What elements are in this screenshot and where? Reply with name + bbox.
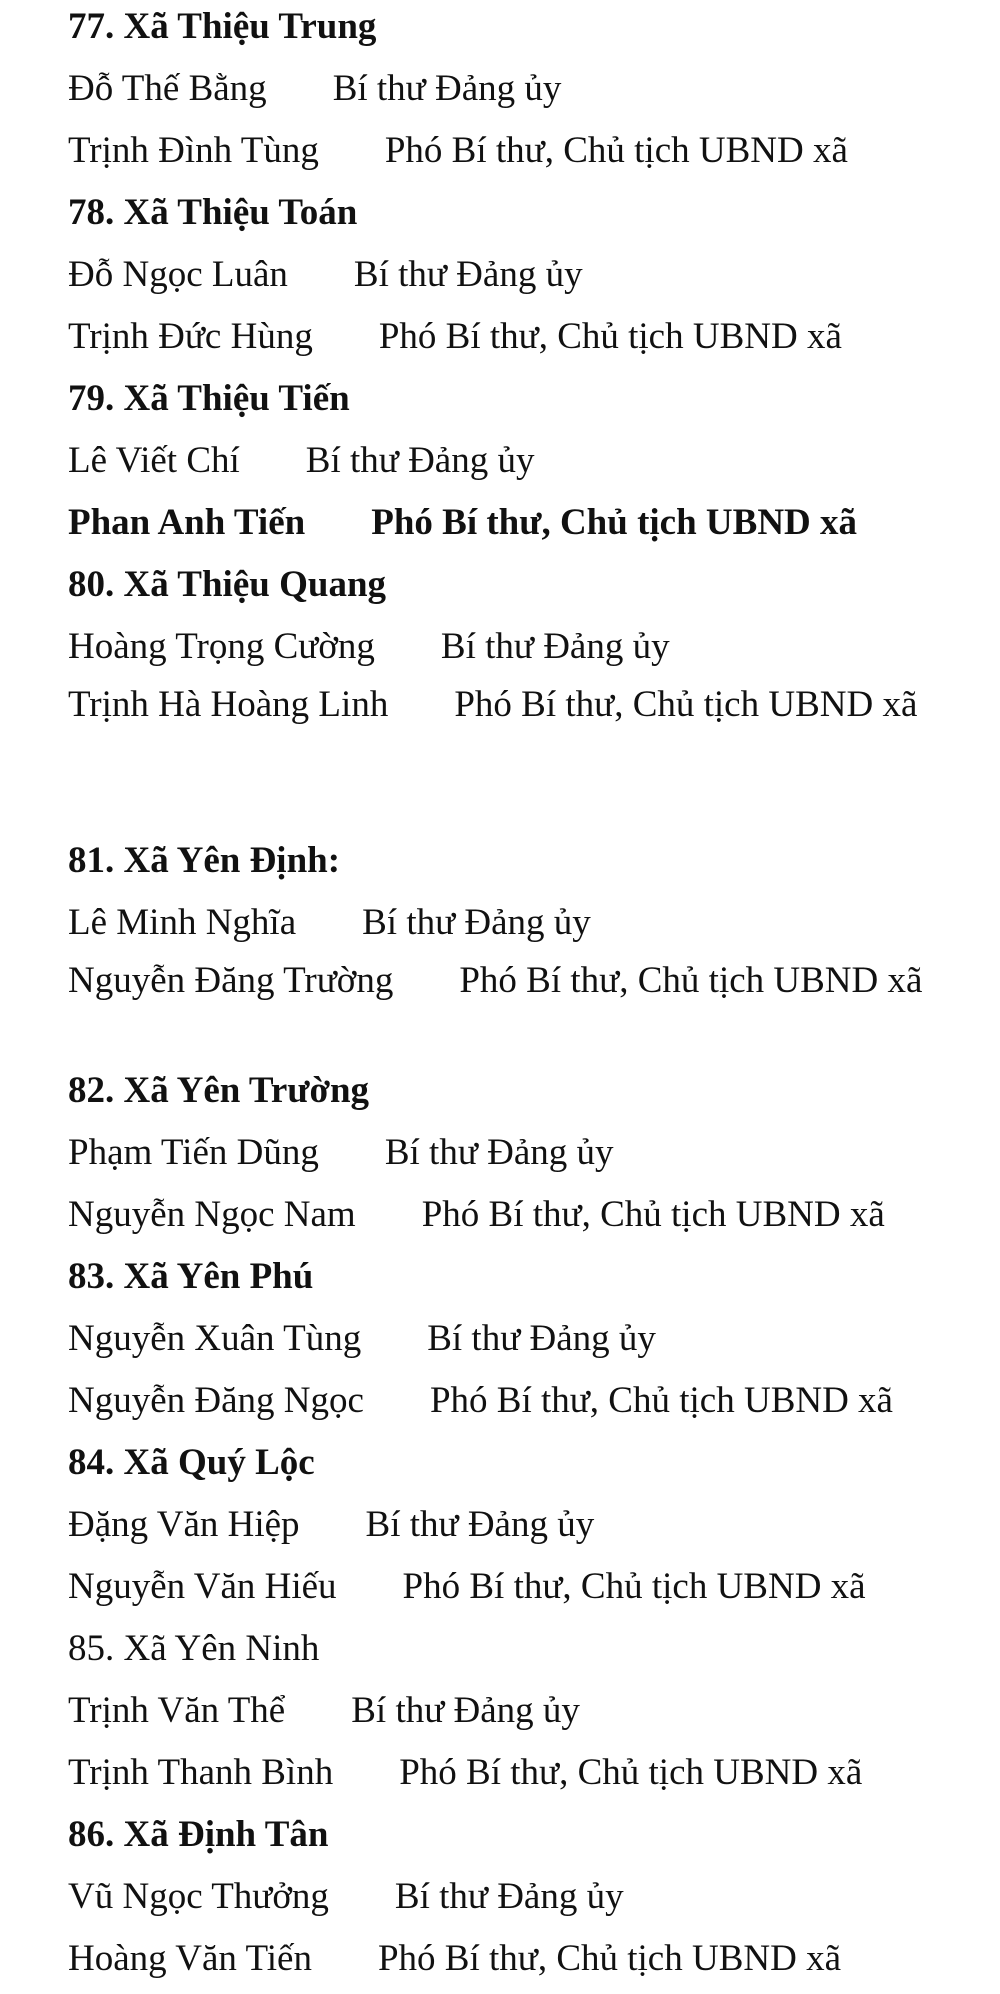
official-name: Nguyễn Đăng Trường	[68, 960, 394, 1001]
official-role: Phó Bí thư, Chủ tịch UBND xã	[402, 1566, 866, 1607]
official-name: Vũ Ngọc Thưởng	[68, 1876, 329, 1917]
official-row	[68, 682, 948, 788]
official-name: Lê Minh Nghĩa	[68, 902, 297, 943]
official-row	[68, 620, 968, 682]
official-row	[68, 896, 968, 958]
official-row	[68, 434, 968, 496]
official-role: Phó Bí thư, Chủ tịch UBND xã	[378, 316, 842, 357]
section-heading: 79. Xã Thiệu Tiến	[68, 378, 350, 419]
section-heading: 77. Xã Thiệu Trung	[68, 6, 377, 47]
official-name: Lê Viết Chí	[68, 440, 240, 481]
official-row	[68, 1188, 968, 1250]
official-name: Hoàng Văn Tiến	[68, 1938, 312, 1979]
official-role: Bí thư Đảng ủy	[353, 254, 583, 295]
official-row	[68, 958, 948, 1064]
section-spacer	[68, 788, 968, 834]
official-name: Trịnh Đức Hùng	[68, 316, 313, 357]
official-row	[68, 124, 968, 186]
official-role: Bí thư Đảng ủy	[394, 1876, 624, 1917]
official-row	[68, 496, 968, 558]
official-row	[68, 62, 968, 124]
official-role: Bí thư Đảng ủy	[351, 1690, 580, 1731]
official-role: Bí thư Đảng ủy	[305, 440, 535, 481]
official-name: Hoàng Trọng Cường	[68, 626, 375, 667]
section-heading: 82. Xã Yên Trường	[68, 1070, 370, 1111]
official-row	[68, 310, 968, 372]
official-name: Nguyễn Xuân Tùng	[68, 1318, 362, 1359]
official-row	[68, 1560, 968, 1622]
section-heading: 86. Xã Định Tân	[68, 1814, 329, 1855]
official-row	[68, 1870, 968, 1932]
official-name: Trịnh Hà Hoàng Linh	[68, 684, 389, 725]
official-row	[68, 248, 968, 310]
official-role: Bí thư Đảng ủy	[384, 1132, 614, 1173]
official-role: Phó Bí thư, Chủ tịch UBND xã	[454, 684, 918, 725]
official-role: Phó Bí thư, Chủ tịch UBND xã	[459, 960, 923, 1001]
official-role: Bí thư Đảng ủy	[365, 1504, 595, 1545]
official-role: Phó Bí thư, Chủ tịch UBND xã	[377, 1938, 841, 1979]
official-role: Bí thư Đảng ủy	[362, 902, 591, 943]
section-heading: 81. Xã Yên Định:	[68, 840, 341, 881]
official-role: Phó Bí thư, Chủ tịch UBND xã	[421, 1194, 885, 1235]
official-name: Nguyễn Ngọc Nam	[68, 1194, 356, 1235]
official-row	[68, 1746, 968, 1808]
official-role: Phó Bí thư, Chủ tịch UBND xã	[429, 1380, 893, 1421]
section-heading: 85. Xã Yên Ninh	[68, 1628, 320, 1669]
official-role: Bí thư Đảng ủy	[440, 626, 670, 667]
official-name: Phan Anh Tiến	[68, 502, 306, 543]
official-row	[68, 1932, 968, 1994]
official-row	[68, 1312, 968, 1374]
official-role: Bí thư Đảng ủy	[427, 1318, 656, 1359]
official-row	[68, 1374, 968, 1436]
official-name: Đỗ Ngọc Luân	[68, 254, 288, 295]
official-role: Bí thư Đảng ủy	[332, 68, 562, 109]
official-row	[68, 1126, 968, 1188]
officials-list-document	[68, 0, 968, 1994]
official-name: Đặng Văn Hiệp	[68, 1504, 300, 1545]
official-name: Trịnh Văn Thể	[68, 1690, 286, 1731]
official-name: Trịnh Đình Tùng	[68, 130, 319, 171]
official-name: Phạm Tiến Dũng	[68, 1132, 319, 1173]
official-name: Nguyễn Văn Hiếu	[68, 1566, 337, 1607]
official-name: Đỗ Thế Bằng	[68, 68, 267, 109]
official-row	[68, 1498, 968, 1560]
official-role: Phó Bí thư, Chủ tịch UBND xã	[384, 130, 848, 171]
section-heading: 80. Xã Thiệu Quang	[68, 564, 387, 605]
official-name: Trịnh Thanh Bình	[68, 1752, 334, 1793]
official-name: Nguyễn Đăng Ngọc	[68, 1380, 364, 1421]
section-heading: 83. Xã Yên Phú	[68, 1256, 314, 1297]
section-heading: 78. Xã Thiệu Toán	[68, 192, 358, 233]
official-row	[68, 1684, 968, 1746]
official-role: Phó Bí thư, Chủ tịch UBND xã	[399, 1752, 863, 1793]
official-role: Phó Bí thư, Chủ tịch UBND xã	[371, 502, 858, 543]
section-heading: 84. Xã Quý Lộc	[68, 1442, 315, 1483]
